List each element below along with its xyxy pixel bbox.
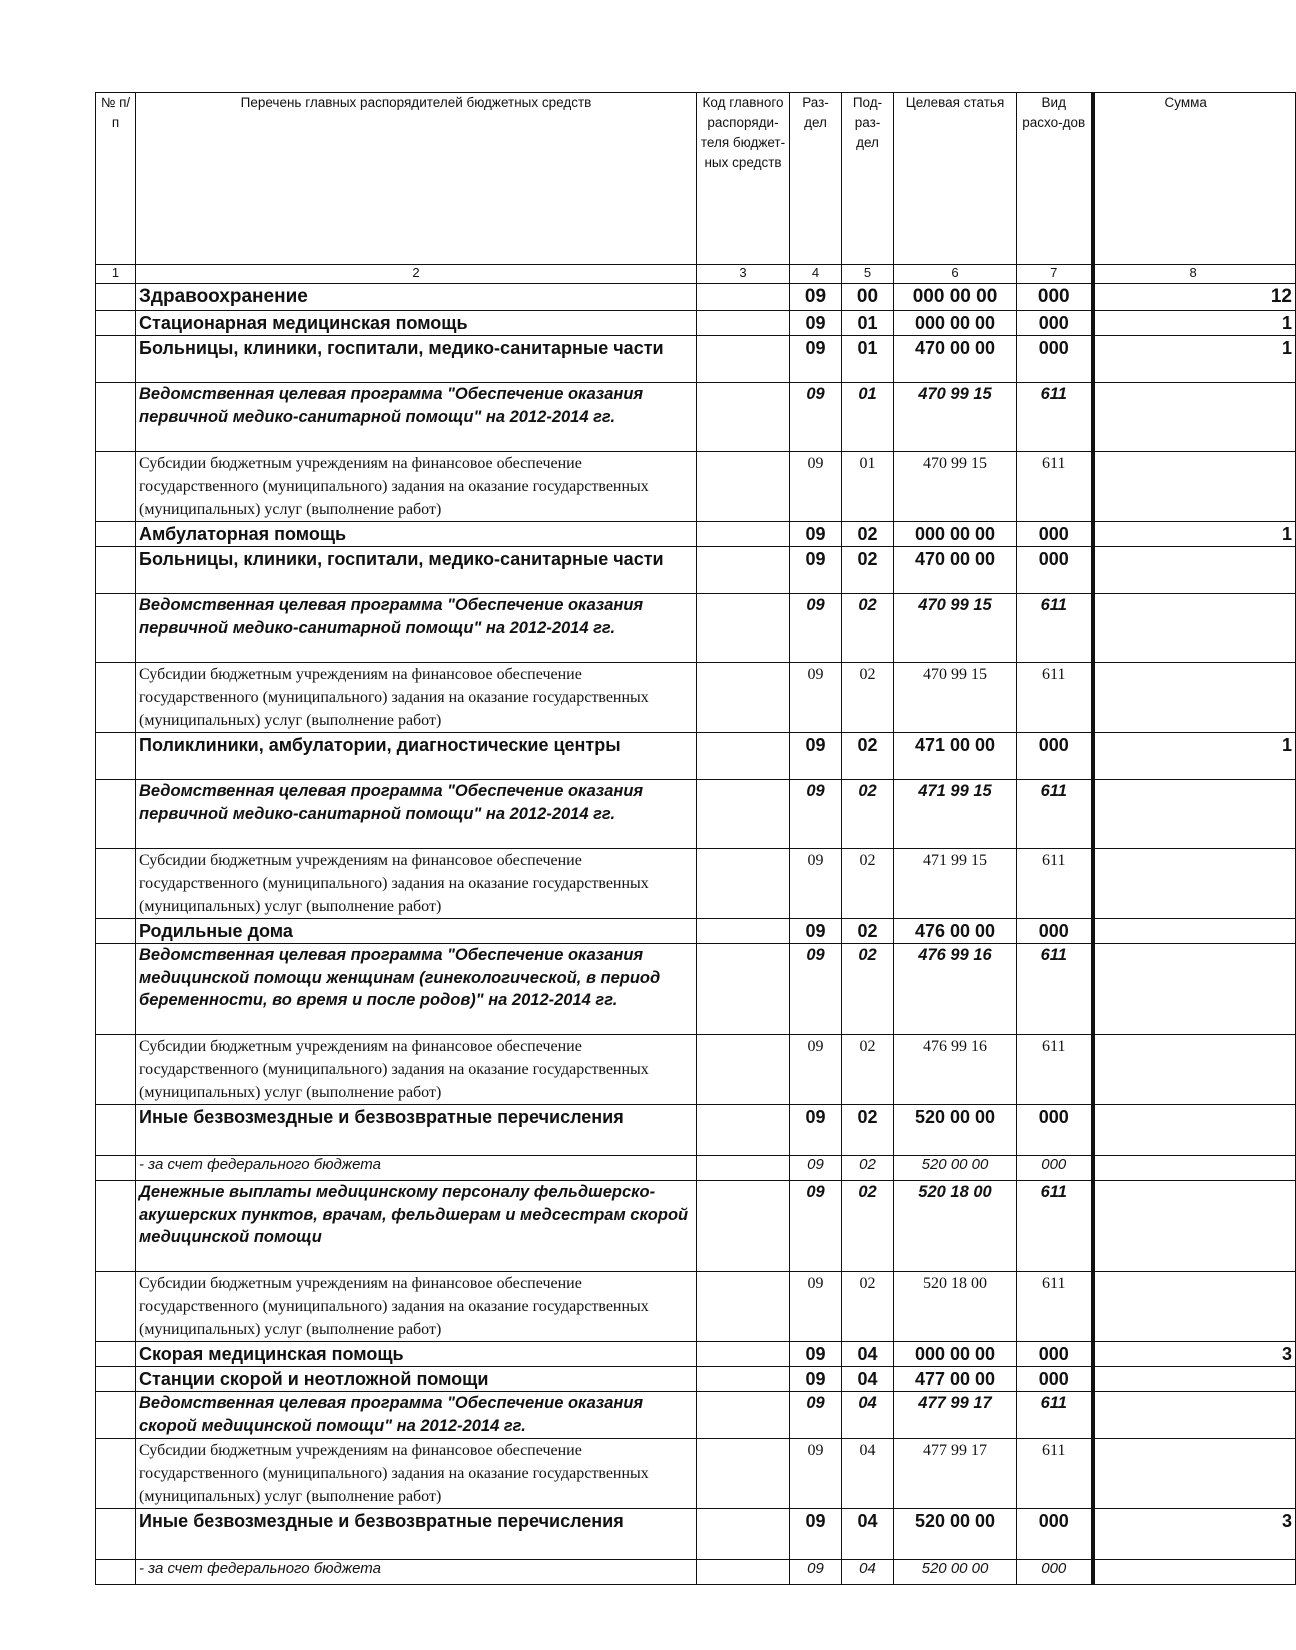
cell-npp (96, 311, 136, 336)
cell-razdel: 09 (790, 1105, 842, 1156)
cell-vid: 611 (1017, 383, 1093, 452)
table-row (96, 1181, 1296, 1272)
cell-summa (1093, 1035, 1296, 1105)
cell-vid: 000 (1017, 1560, 1093, 1585)
cell-name: Ведомственная целевая программа "Обеспечение оказания медицинской помощи женщинам (гинекологической, в период беременности, во время и после родов)" на 2012-2014 гг. (136, 944, 697, 1035)
cell-npp (96, 780, 136, 849)
header-podrazdel: Под-раз-дел (842, 93, 894, 265)
cell-name: Субсидии бюджетным учреждениям на финансовое обеспечение государственного (муниципального) задания на оказание государственных (муниципальных) услуг (выполнение работ) (136, 1439, 697, 1509)
table-row (96, 1392, 1296, 1439)
cell-code (697, 1342, 790, 1367)
table-row (96, 1560, 1296, 1585)
cell-summa (1093, 1156, 1296, 1181)
header-npp: № п/п (96, 93, 136, 265)
cell-razdel: 09 (790, 1560, 842, 1585)
table-row (96, 311, 1296, 336)
cell-npp (96, 1509, 136, 1560)
header-list: Перечень главных распорядителей бюджетных средств (136, 93, 697, 265)
cell-razdel: 09 (790, 547, 842, 594)
cell-razdel: 09 (790, 1272, 842, 1342)
cell-code (697, 780, 790, 849)
cell-statya: 520 00 00 (894, 1105, 1017, 1156)
cell-vid: 000 (1017, 547, 1093, 594)
table-row (96, 1367, 1296, 1392)
table-row (96, 1156, 1296, 1181)
cell-statya: 471 99 15 (894, 780, 1017, 849)
table-row (96, 1342, 1296, 1367)
cell-name: Субсидии бюджетным учреждениям на финансовое обеспечение государственного (муниципального) задания на оказание государственных (муниципальных) услуг (выполнение работ) (136, 452, 697, 522)
cell-podrazdel: 04 (842, 1439, 894, 1509)
cell-podrazdel: 02 (842, 1035, 894, 1105)
cell-npp (96, 1439, 136, 1509)
cell-statya: 477 99 17 (894, 1439, 1017, 1509)
cell-podrazdel: 02 (842, 1156, 894, 1181)
table-row (96, 452, 1296, 522)
cell-name: - за счет федерального бюджета (136, 1560, 697, 1585)
cell-code (697, 849, 790, 919)
cell-vid: 000 (1017, 284, 1093, 311)
cell-code (697, 311, 790, 336)
cell-razdel: 09 (790, 1181, 842, 1272)
cell-summa: 1 (1093, 522, 1296, 547)
column-number: 5 (842, 265, 894, 284)
table-row (96, 1439, 1296, 1509)
cell-code (697, 1272, 790, 1342)
cell-vid: 611 (1017, 780, 1093, 849)
cell-summa: 1 (1093, 311, 1296, 336)
cell-code (697, 336, 790, 383)
cell-vid: 000 (1017, 522, 1093, 547)
cell-vid: 611 (1017, 1035, 1093, 1105)
cell-code (697, 522, 790, 547)
cell-podrazdel: 00 (842, 284, 894, 311)
cell-statya: 470 00 00 (894, 547, 1017, 594)
cell-statya: 471 00 00 (894, 733, 1017, 780)
cell-razdel: 09 (790, 1367, 842, 1392)
cell-vid: 611 (1017, 944, 1093, 1035)
cell-statya: 476 99 16 (894, 944, 1017, 1035)
cell-podrazdel: 02 (842, 1272, 894, 1342)
header-vid: Вид расхо-дов (1017, 93, 1093, 265)
cell-vid: 000 (1017, 1105, 1093, 1156)
cell-name: Иные безвозмездные и безвозвратные перечисления (136, 1105, 697, 1156)
cell-razdel: 09 (790, 733, 842, 780)
cell-vid: 611 (1017, 849, 1093, 919)
cell-summa (1093, 663, 1296, 733)
cell-name: Скорая медицинская помощь (136, 1342, 697, 1367)
cell-summa (1093, 944, 1296, 1035)
cell-summa (1093, 1272, 1296, 1342)
cell-razdel: 09 (790, 311, 842, 336)
cell-razdel: 09 (790, 849, 842, 919)
cell-npp (96, 547, 136, 594)
cell-npp (96, 663, 136, 733)
cell-summa (1093, 1181, 1296, 1272)
table-row (96, 1035, 1296, 1105)
cell-podrazdel: 01 (842, 311, 894, 336)
cell-statya: 520 00 00 (894, 1156, 1017, 1181)
cell-npp (96, 1181, 136, 1272)
cell-vid: 000 (1017, 1509, 1093, 1560)
cell-summa: 3 (1093, 1342, 1296, 1367)
cell-vid: 000 (1017, 733, 1093, 780)
cell-statya: 470 99 15 (894, 663, 1017, 733)
cell-npp (96, 849, 136, 919)
table-row (96, 1509, 1296, 1560)
cell-podrazdel: 04 (842, 1392, 894, 1439)
cell-podrazdel: 02 (842, 547, 894, 594)
cell-razdel: 09 (790, 1156, 842, 1181)
header-razdel: Раз-дел (790, 93, 842, 265)
cell-code (697, 1105, 790, 1156)
cell-razdel: 09 (790, 1035, 842, 1105)
cell-statya: 470 99 15 (894, 383, 1017, 452)
cell-statya: 000 00 00 (894, 1342, 1017, 1367)
cell-npp (96, 336, 136, 383)
cell-statya: 477 99 17 (894, 1392, 1017, 1439)
cell-name: - за счет федерального бюджета (136, 1156, 697, 1181)
header-row (96, 93, 1296, 265)
budget-table (95, 92, 1296, 1585)
column-number-row (96, 265, 1296, 284)
cell-npp (96, 522, 136, 547)
cell-name: Поликлиники, амбулатории, диагностические центры (136, 733, 697, 780)
cell-statya: 520 18 00 (894, 1181, 1017, 1272)
table-row (96, 1105, 1296, 1156)
table-row (96, 1272, 1296, 1342)
table-row (96, 336, 1296, 383)
cell-podrazdel: 02 (842, 919, 894, 944)
cell-npp (96, 1367, 136, 1392)
table-row (96, 383, 1296, 452)
cell-podrazdel: 02 (842, 733, 894, 780)
cell-podrazdel: 04 (842, 1342, 894, 1367)
table-row (96, 780, 1296, 849)
cell-name: Больницы, клиники, госпитали, медико-санитарные части (136, 336, 697, 383)
cell-summa: 3 (1093, 1509, 1296, 1560)
column-number: 7 (1017, 265, 1093, 284)
cell-name: Ведомственная целевая программа "Обеспечение оказания первичной медико-санитарной помощи" на 2012-2014 гг. (136, 383, 697, 452)
column-number: 4 (790, 265, 842, 284)
table-row (96, 522, 1296, 547)
cell-name: Больницы, клиники, госпитали, медико-санитарные части (136, 547, 697, 594)
cell-podrazdel: 02 (842, 522, 894, 547)
cell-npp (96, 919, 136, 944)
cell-summa: 12 (1093, 284, 1296, 311)
cell-podrazdel: 02 (842, 594, 894, 663)
cell-podrazdel: 04 (842, 1560, 894, 1585)
column-number: 3 (697, 265, 790, 284)
column-number: 8 (1093, 265, 1296, 284)
header-code: Код главного распоряди-теля бюджет-ных средств (697, 93, 790, 265)
cell-npp (96, 733, 136, 780)
cell-name: Стационарная медицинская помощь (136, 311, 697, 336)
cell-razdel: 09 (790, 594, 842, 663)
table-row (96, 849, 1296, 919)
cell-vid: 000 (1017, 1342, 1093, 1367)
cell-razdel: 09 (790, 1509, 842, 1560)
header-statya: Целевая статья (894, 93, 1017, 265)
cell-code (697, 594, 790, 663)
cell-razdel: 09 (790, 1342, 842, 1367)
cell-statya: 470 99 15 (894, 594, 1017, 663)
cell-summa (1093, 1105, 1296, 1156)
cell-code (697, 383, 790, 452)
table-row (96, 663, 1296, 733)
cell-podrazdel: 01 (842, 452, 894, 522)
cell-statya: 000 00 00 (894, 311, 1017, 336)
cell-npp (96, 1560, 136, 1585)
cell-code (697, 944, 790, 1035)
cell-vid: 000 (1017, 311, 1093, 336)
cell-summa (1093, 1560, 1296, 1585)
cell-summa (1093, 547, 1296, 594)
cell-vid: 000 (1017, 919, 1093, 944)
cell-statya: 476 00 00 (894, 919, 1017, 944)
cell-summa (1093, 849, 1296, 919)
cell-npp (96, 452, 136, 522)
cell-razdel: 09 (790, 522, 842, 547)
cell-vid: 000 (1017, 1367, 1093, 1392)
table-row (96, 594, 1296, 663)
cell-podrazdel: 04 (842, 1367, 894, 1392)
cell-razdel: 09 (790, 944, 842, 1035)
cell-name: Субсидии бюджетным учреждениям на финансовое обеспечение государственного (муниципального) задания на оказание государственных (муниципальных) услуг (выполнение работ) (136, 1035, 697, 1105)
cell-podrazdel: 01 (842, 336, 894, 383)
cell-podrazdel: 02 (842, 849, 894, 919)
cell-vid: 000 (1017, 1156, 1093, 1181)
cell-npp (96, 1342, 136, 1367)
cell-statya: 470 00 00 (894, 336, 1017, 383)
cell-name: Ведомственная целевая программа "Обеспечение оказания первичной медико-санитарной помощи" на 2012-2014 гг. (136, 780, 697, 849)
cell-npp (96, 1105, 136, 1156)
cell-vid: 611 (1017, 1439, 1093, 1509)
cell-razdel: 09 (790, 284, 842, 311)
cell-code (697, 919, 790, 944)
cell-vid: 611 (1017, 1392, 1093, 1439)
cell-vid: 611 (1017, 1181, 1093, 1272)
cell-vid: 611 (1017, 663, 1093, 733)
cell-podrazdel: 01 (842, 383, 894, 452)
cell-name: Иные безвозмездные и безвозвратные перечисления (136, 1509, 697, 1560)
cell-statya: 520 18 00 (894, 1272, 1017, 1342)
cell-code (697, 547, 790, 594)
cell-vid: 611 (1017, 594, 1093, 663)
cell-razdel: 09 (790, 336, 842, 383)
cell-podrazdel: 02 (842, 1181, 894, 1272)
cell-vid: 611 (1017, 452, 1093, 522)
cell-statya: 470 99 15 (894, 452, 1017, 522)
cell-code (697, 1367, 790, 1392)
cell-name: Денежные выплаты медицинскому персоналу фельдшерско-акушерских пунктов, врачам, фельдшерам и медсестрам скорой медицинской помощи (136, 1181, 697, 1272)
cell-code (697, 1392, 790, 1439)
header-summa: Сумма (1093, 93, 1296, 265)
cell-code (697, 1156, 790, 1181)
cell-npp (96, 1392, 136, 1439)
cell-npp (96, 1156, 136, 1181)
cell-summa (1093, 1439, 1296, 1509)
cell-summa (1093, 780, 1296, 849)
budget-sheet (95, 92, 1292, 1650)
cell-statya: 000 00 00 (894, 522, 1017, 547)
cell-statya: 477 00 00 (894, 1367, 1017, 1392)
cell-statya: 520 00 00 (894, 1509, 1017, 1560)
cell-razdel: 09 (790, 780, 842, 849)
cell-podrazdel: 02 (842, 663, 894, 733)
cell-npp (96, 1035, 136, 1105)
cell-razdel: 09 (790, 1392, 842, 1439)
cell-name: Субсидии бюджетным учреждениям на финансовое обеспечение государственного (муниципального) задания на оказание государственных (муниципальных) услуг (выполнение работ) (136, 663, 697, 733)
cell-summa: 1 (1093, 733, 1296, 780)
cell-name: Станции скорой и неотложной помощи (136, 1367, 697, 1392)
cell-summa (1093, 383, 1296, 452)
cell-code (697, 1035, 790, 1105)
table-row (96, 547, 1296, 594)
cell-code (697, 1181, 790, 1272)
cell-code (697, 1439, 790, 1509)
cell-podrazdel: 02 (842, 944, 894, 1035)
table-row (96, 284, 1296, 311)
table-row (96, 919, 1296, 944)
cell-statya: 520 00 00 (894, 1560, 1017, 1585)
cell-razdel: 09 (790, 919, 842, 944)
cell-vid: 000 (1017, 336, 1093, 383)
cell-name: Субсидии бюджетным учреждениям на финансовое обеспечение государственного (муниципального) задания на оказание государственных (муниципальных) услуг (выполнение работ) (136, 1272, 697, 1342)
cell-summa (1093, 452, 1296, 522)
cell-code (697, 663, 790, 733)
cell-name: Ведомственная целевая программа "Обеспечение оказания скорой медицинской помощи" на 2012-2014 гг. (136, 1392, 697, 1439)
cell-code (697, 1509, 790, 1560)
cell-razdel: 09 (790, 663, 842, 733)
cell-name: Родильные дома (136, 919, 697, 944)
cell-statya: 476 99 16 (894, 1035, 1017, 1105)
column-number: 1 (96, 265, 136, 284)
cell-statya: 000 00 00 (894, 284, 1017, 311)
cell-name: Амбулаторная помощь (136, 522, 697, 547)
cell-name: Ведомственная целевая программа "Обеспечение оказания первичной медико-санитарной помощи" на 2012-2014 гг. (136, 594, 697, 663)
column-number: 2 (136, 265, 697, 284)
cell-podrazdel: 02 (842, 1105, 894, 1156)
cell-razdel: 09 (790, 452, 842, 522)
cell-podrazdel: 02 (842, 780, 894, 849)
cell-summa (1093, 919, 1296, 944)
cell-npp (96, 284, 136, 311)
cell-npp (96, 1272, 136, 1342)
cell-podrazdel: 04 (842, 1509, 894, 1560)
cell-code (697, 284, 790, 311)
cell-code (697, 452, 790, 522)
table-row (96, 944, 1296, 1035)
cell-razdel: 09 (790, 1439, 842, 1509)
cell-statya: 471 99 15 (894, 849, 1017, 919)
table-row (96, 733, 1296, 780)
cell-npp (96, 594, 136, 663)
cell-name: Субсидии бюджетным учреждениям на финансовое обеспечение государственного (муниципального) задания на оказание государственных (муниципальных) услуг (выполнение работ) (136, 849, 697, 919)
cell-summa: 1 (1093, 336, 1296, 383)
cell-code (697, 733, 790, 780)
cell-summa (1093, 1367, 1296, 1392)
cell-vid: 611 (1017, 1272, 1093, 1342)
cell-summa (1093, 1392, 1296, 1439)
cell-npp (96, 944, 136, 1035)
cell-name: Здравоохранение (136, 284, 697, 311)
cell-razdel: 09 (790, 383, 842, 452)
cell-npp (96, 383, 136, 452)
column-number: 6 (894, 265, 1017, 284)
cell-code (697, 1560, 790, 1585)
cell-summa (1093, 594, 1296, 663)
